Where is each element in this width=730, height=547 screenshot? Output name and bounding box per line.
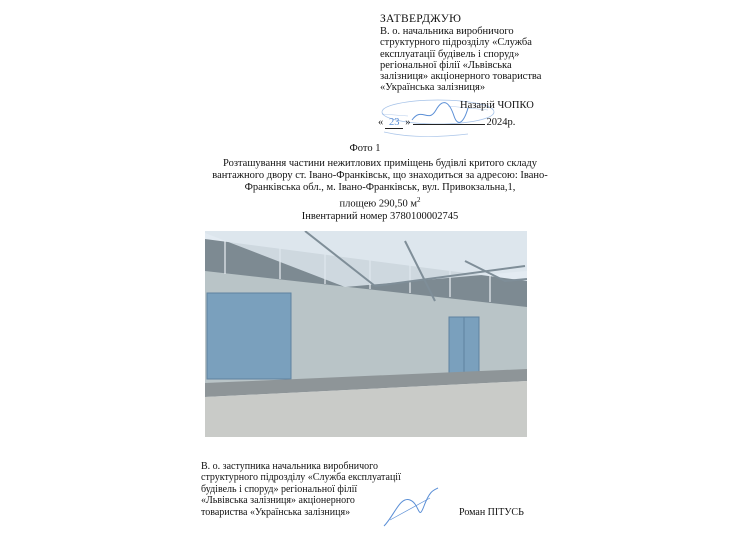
signature-icon	[380, 486, 440, 530]
date-close-quote: »	[405, 117, 411, 128]
footer-line: будівель і споруд» регіональної філії	[201, 483, 358, 495]
photo-title: Фото 1	[349, 143, 381, 154]
footer-line: структурного підрозділу «Служба експлуатації	[201, 472, 401, 484]
date-month-blank	[413, 124, 485, 125]
approval-line: В. о. начальника виробничого	[380, 26, 514, 38]
approval-signer: Назарій ЧОПКО	[460, 100, 534, 111]
date-open-quote: «	[378, 117, 384, 128]
inventory-number: Інвентарний номер 3780100002745	[301, 210, 459, 222]
area-line	[210, 194, 550, 211]
date-day: 23	[385, 117, 403, 129]
warehouse-photo	[205, 231, 527, 437]
approval-line: структурного підрозділу «Служба	[380, 37, 532, 49]
approval-line: залізниця» акціонерного товариства	[380, 71, 542, 83]
footer-line: «Львівська залізниця» акціонерного	[201, 495, 355, 507]
approval-block	[380, 14, 580, 93]
footer-signer: Роман ПІТУСЬ	[459, 507, 524, 518]
approval-heading: ЗАТВЕРДЖУЮ	[380, 13, 462, 25]
approval-line: «Українська залізниця»	[380, 82, 486, 94]
area-text: площею 290,50 м	[339, 198, 417, 210]
date-year: 2024р.	[486, 117, 516, 128]
photo-description	[210, 158, 550, 223]
footer-line: В. о. заступника начальника виробничого	[201, 461, 379, 472]
approval-line: експлуатації будівель і споруд»	[380, 48, 520, 60]
footer-line: товариства «Українська залізниця»	[201, 506, 351, 518]
description-line: Франківська обл., м. Івано-Франківськ, вул. Привокзальна,1,	[244, 182, 516, 193]
description-line: Розташування частини нежитлових приміщень будівлі критого складу	[222, 158, 538, 169]
area-sup: 2	[416, 196, 421, 204]
description-line: вантажного двору ст. Івано-Франківськ, що знаходиться за адресою: Івано-	[212, 170, 548, 181]
approval-line: регіональної філії «Львівська	[380, 59, 512, 71]
approval-date	[378, 117, 515, 129]
